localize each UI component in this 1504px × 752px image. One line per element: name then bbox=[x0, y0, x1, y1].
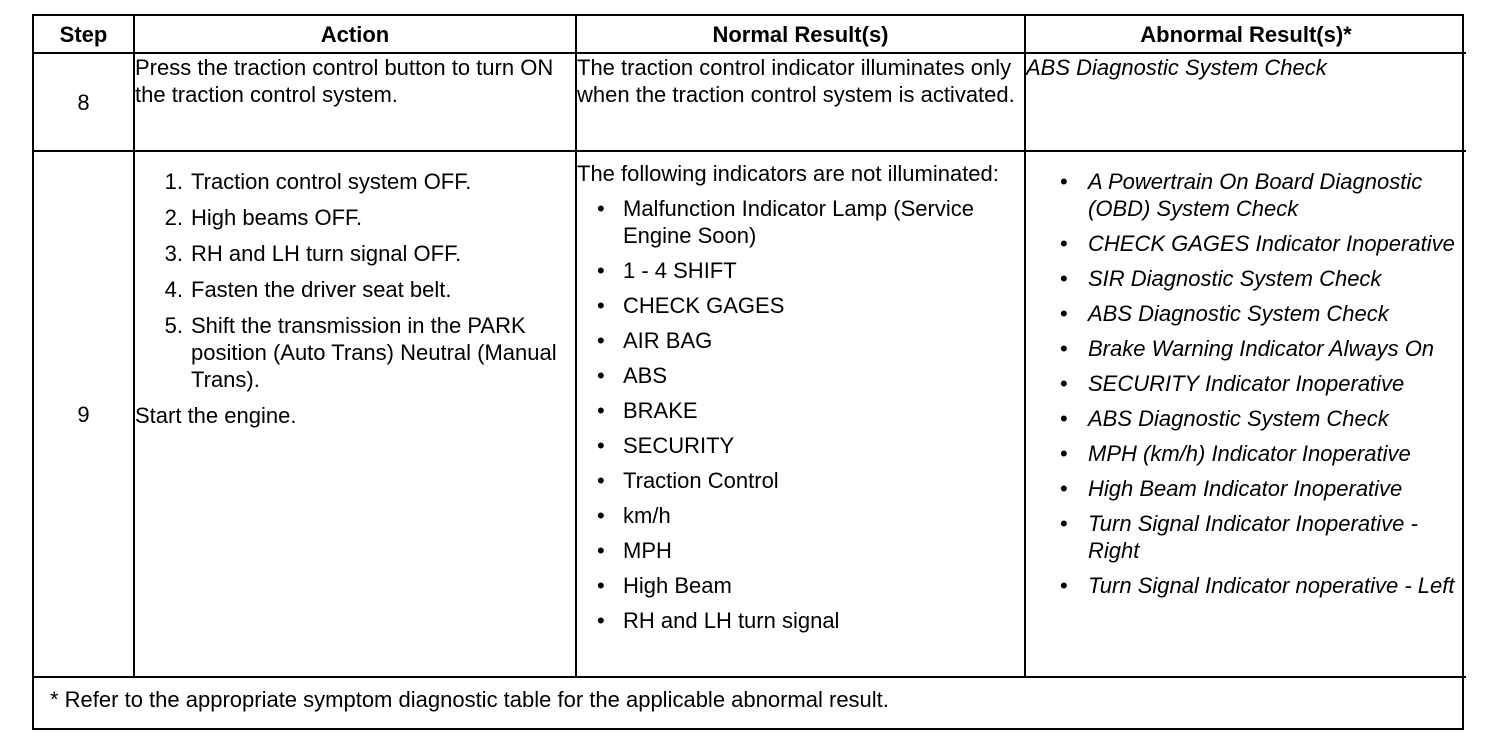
bullet-icon: • bbox=[597, 538, 605, 563]
bullet-icon: • bbox=[1060, 573, 1068, 598]
list-item bbox=[597, 502, 1024, 529]
list-item: RH and LH turn signal OFF. bbox=[191, 241, 462, 266]
bullet-icon: • bbox=[597, 468, 605, 493]
list-item-text: A Powertrain On Board Diagnostic (OBD) System Check bbox=[1088, 169, 1423, 221]
list-item-text: CHECK GAGES bbox=[623, 293, 785, 318]
list-item-text: SECURITY bbox=[623, 433, 735, 458]
list-item bbox=[1060, 405, 1466, 432]
list-item-text: SIR Diagnostic System Check bbox=[1088, 266, 1382, 291]
list-item bbox=[597, 327, 1024, 354]
bullet-icon: • bbox=[597, 196, 605, 221]
action-cell bbox=[134, 53, 576, 151]
abnormal-result-cell bbox=[1025, 151, 1466, 677]
list-item bbox=[597, 195, 1024, 249]
bullet-icon: • bbox=[597, 433, 605, 458]
normal-result-intro: The following indicators are not illuminated: bbox=[577, 161, 999, 186]
list-item-text: AIR BAG bbox=[623, 328, 713, 353]
list-item bbox=[1060, 370, 1466, 397]
list-item bbox=[1060, 335, 1466, 362]
list-item bbox=[597, 292, 1024, 319]
bullet-icon: • bbox=[597, 398, 605, 423]
footnote: * Refer to the appropriate symptom diagnostic table for the applicable abnormal result. bbox=[34, 677, 1466, 728]
list-item bbox=[1060, 300, 1466, 327]
normal-result-cell bbox=[576, 53, 1025, 151]
list-item bbox=[597, 607, 1024, 634]
bullet-icon: • bbox=[1060, 301, 1068, 326]
bullet-icon: • bbox=[1060, 441, 1068, 466]
list-item bbox=[597, 537, 1024, 564]
bullet-icon: • bbox=[1060, 336, 1068, 361]
header-abnormal-results: Abnormal Result(s)* bbox=[1025, 16, 1466, 53]
header-normal-results: Normal Result(s) bbox=[576, 16, 1025, 53]
list-item bbox=[597, 572, 1024, 599]
list-item-text: ABS Diagnostic System Check bbox=[1088, 301, 1389, 326]
list-item: Traction control system OFF. bbox=[191, 169, 472, 194]
diagnostic-table-frame bbox=[32, 14, 1464, 730]
list-item bbox=[1060, 510, 1466, 564]
bullet-icon: • bbox=[597, 293, 605, 318]
list-item: High beams OFF. bbox=[191, 205, 363, 230]
list-item-text: Turn Signal Indicator Inoperative - Right bbox=[1088, 511, 1418, 563]
list-item-text: Brake Warning Indicator Always On bbox=[1088, 336, 1435, 361]
list-item-text: High Beam bbox=[623, 573, 732, 598]
list-item-text: CHECK GAGES Indicator Inoperative bbox=[1088, 231, 1455, 256]
list-item-text: Traction Control bbox=[623, 468, 779, 493]
list-item-text: MPH bbox=[623, 538, 672, 563]
bullet-icon: • bbox=[1060, 511, 1068, 536]
action-cell bbox=[134, 151, 576, 677]
list-item-text: MPH (km/h) Indicator Inoperative bbox=[1088, 441, 1411, 466]
list-item bbox=[597, 397, 1024, 424]
step-number: 8 bbox=[34, 53, 134, 151]
action-text: Press the traction control button to turn ON the traction control system. bbox=[135, 55, 554, 107]
bullet-icon: • bbox=[597, 258, 605, 283]
normal-result-cell bbox=[576, 151, 1025, 677]
bullet-icon: • bbox=[597, 573, 605, 598]
abnormal-result-list bbox=[1026, 168, 1466, 599]
list-item-text: 1 - 4 SHIFT bbox=[623, 258, 737, 283]
diagnostic-table bbox=[34, 16, 1466, 728]
footnote-row bbox=[34, 677, 1466, 728]
bullet-icon: • bbox=[597, 608, 605, 633]
bullet-icon: • bbox=[597, 363, 605, 388]
list-item-text: Turn Signal Indicator noperative - Left bbox=[1088, 573, 1455, 598]
list-item bbox=[1060, 265, 1466, 292]
bullet-icon: • bbox=[1060, 371, 1068, 396]
step-number: 9 bbox=[34, 151, 134, 677]
abnormal-result-text: ABS Diagnostic System Check bbox=[1026, 55, 1327, 80]
list-item-text: ABS Diagnostic System Check bbox=[1088, 406, 1389, 431]
list-item bbox=[597, 257, 1024, 284]
list-item bbox=[1060, 572, 1466, 599]
list-item bbox=[597, 432, 1024, 459]
header-action: Action bbox=[134, 16, 576, 53]
bullet-icon: • bbox=[597, 328, 605, 353]
list-item bbox=[1060, 168, 1466, 222]
header-row bbox=[34, 16, 1466, 53]
bullet-icon: • bbox=[597, 503, 605, 528]
list-item bbox=[1060, 440, 1466, 467]
list-item bbox=[1060, 230, 1466, 257]
list-item-text: RH and LH turn signal bbox=[623, 608, 840, 633]
list-item-text: ABS bbox=[623, 363, 668, 388]
list-item: Fasten the driver seat belt. bbox=[191, 277, 452, 302]
list-item-text: BRAKE bbox=[623, 398, 698, 423]
list-item-text: SECURITY Indicator Inoperative bbox=[1088, 371, 1405, 396]
abnormal-result-cell bbox=[1025, 53, 1466, 151]
list-item-text: High Beam Indicator Inoperative bbox=[1088, 476, 1403, 501]
bullet-icon: • bbox=[1060, 406, 1068, 431]
indicator-list bbox=[577, 195, 1024, 634]
header-step: Step bbox=[34, 16, 134, 53]
normal-result-text: The traction control indicator illuminates only when the traction control system is activated. bbox=[577, 55, 1015, 107]
list-item bbox=[1060, 475, 1466, 502]
bullet-icon: • bbox=[1060, 476, 1068, 501]
list-item-text: Malfunction Indicator Lamp (Service Engine Soon) bbox=[623, 196, 974, 248]
action-steps-list bbox=[135, 168, 575, 393]
bullet-icon: • bbox=[1060, 266, 1068, 291]
table-row-step-8 bbox=[34, 53, 1466, 151]
list-item bbox=[597, 362, 1024, 389]
bullet-icon: • bbox=[1060, 169, 1068, 194]
list-item: Shift the transmission in the PARK position (Auto Trans) Neutral (Manual Trans). bbox=[191, 313, 557, 392]
list-item bbox=[597, 467, 1024, 494]
list-item-text: km/h bbox=[623, 503, 671, 528]
bullet-icon: • bbox=[1060, 231, 1068, 256]
action-final-text: Start the engine. bbox=[135, 403, 297, 428]
table-row-step-9 bbox=[34, 151, 1466, 677]
